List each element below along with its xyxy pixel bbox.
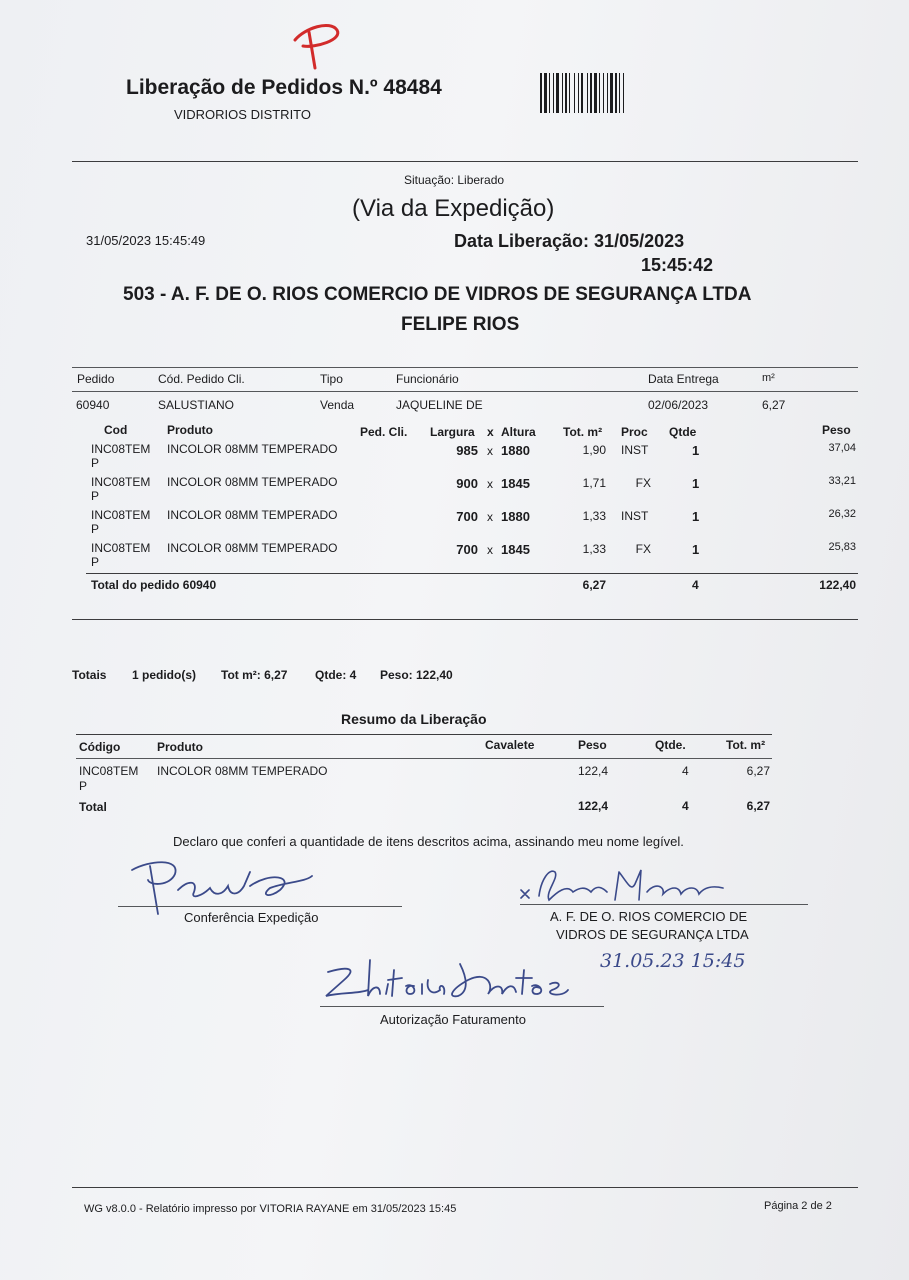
- items-col-peso: Peso: [822, 423, 851, 437]
- m2-value: 6,27: [762, 398, 786, 412]
- item-altura: 1845: [501, 476, 530, 491]
- handwritten-date: 31.05.23 15:45: [600, 950, 746, 972]
- totais-peso: Peso: 122,40: [380, 668, 453, 682]
- item-cod-suffix: P: [91, 555, 100, 569]
- item-peso: 25,83: [828, 541, 856, 553]
- item-produto: INCOLOR 08MM TEMPERADO: [167, 541, 338, 555]
- resumo-row-cod1: INC08TEM: [79, 764, 139, 778]
- totais-qtde: Qtde: 4: [315, 668, 357, 682]
- item-proc: INST: [621, 509, 649, 523]
- resumo-row-qtde: 4: [682, 764, 689, 778]
- data-entrega-value: 02/06/2023: [648, 398, 709, 412]
- item-cod: INC08TEM: [91, 541, 151, 555]
- order-total-peso: 122,40: [819, 578, 856, 592]
- item-proc: FX: [635, 542, 651, 556]
- divider: [72, 619, 858, 620]
- tipo-value: Venda: [320, 398, 355, 412]
- col-data-entrega: Data Entrega: [648, 372, 719, 386]
- client-signature-label-2: VIDROS DE SEGURANÇA LTDA: [556, 927, 749, 942]
- item-x: x: [487, 543, 493, 557]
- item-cod: INC08TEM: [91, 475, 151, 489]
- items-col-x: x: [487, 425, 494, 439]
- resumo-row-cod2: P: [79, 779, 88, 793]
- col-funcionario: Funcionário: [396, 372, 459, 386]
- col-tipo: Tipo: [320, 372, 343, 386]
- resumo-col-cavalete: Cavalete: [485, 738, 535, 752]
- items-col-proc: Proc: [621, 425, 648, 439]
- declaration-text: Declaro que conferi a quantidade de itens descritos acima, assinando meu nome legível.: [173, 834, 684, 849]
- resumo-col-produto: Produto: [157, 740, 203, 754]
- item-tot-m2: 1,33: [582, 542, 606, 556]
- col-cod-pedido-cli: Cód. Pedido Cli.: [158, 372, 245, 386]
- item-tot-m2: 1,33: [582, 509, 606, 523]
- signature-line: [520, 904, 808, 905]
- document-title: Liberação de Pedidos N.º 48484: [126, 76, 442, 99]
- barcode-icon: [540, 73, 680, 113]
- data-liberacao: Data Liberação: 31/05/2023: [454, 231, 685, 251]
- item-peso: 33,21: [828, 475, 856, 487]
- totais-pedidos: 1 pedido(s): [132, 668, 197, 682]
- items-col-produto: Produto: [167, 423, 213, 437]
- order-total-qtde: 4: [692, 578, 699, 592]
- item-produto: INCOLOR 08MM TEMPERADO: [167, 442, 338, 456]
- cod-pedido-cli-value: SALUSTIANO: [158, 398, 235, 412]
- conferencia-label: Conferência Expedição: [184, 910, 319, 925]
- divider: [72, 367, 858, 368]
- item-qtde: 1: [692, 443, 700, 458]
- item-x: x: [487, 510, 493, 524]
- item-qtde: 1: [692, 509, 700, 524]
- resumo-row-tot-m2: 6,27: [746, 764, 770, 778]
- client-name: 503 - A. F. DE O. RIOS COMERCIO DE VIDROS DE SEGURANÇA LTDA: [123, 284, 752, 305]
- signature-client-icon: [515, 862, 735, 910]
- situacao-text: Situação: Liberado: [404, 173, 505, 187]
- item-largura: 700: [456, 542, 478, 557]
- resumo-total-label: Total: [79, 800, 107, 814]
- item-proc: INST: [621, 443, 649, 457]
- item-peso: 37,04: [828, 442, 856, 454]
- items-col-tot-m2: Tot. m²: [563, 425, 603, 439]
- item-tot-m2: 1,71: [582, 476, 606, 490]
- resumo-row-produto: INCOLOR 08MM TEMPERADO: [157, 764, 328, 778]
- col-pedido: Pedido: [77, 372, 115, 386]
- resumo-col-codigo: Código: [79, 740, 121, 754]
- item-x: x: [487, 477, 493, 491]
- client-signature-label-1: A. F. DE O. RIOS COMERCIO DE: [550, 909, 748, 924]
- signature-autorizacao-icon: [318, 950, 578, 1008]
- totais-m2: Tot m²: 6,27: [221, 668, 288, 682]
- order-total-m2: 6,27: [582, 578, 606, 592]
- company-subtitle: VIDRORIOS DISTRITO: [174, 107, 311, 122]
- item-cod: INC08TEM: [91, 508, 151, 522]
- item-qtde: 1: [692, 476, 700, 491]
- signature-line: [320, 1006, 604, 1007]
- item-cod: INC08TEM: [91, 442, 151, 456]
- item-largura: 985: [456, 443, 478, 458]
- item-cod-suffix: P: [91, 456, 100, 470]
- item-produto: INCOLOR 08MM TEMPERADO: [167, 475, 338, 489]
- item-qtde: 1: [692, 542, 700, 557]
- items-col-altura: Altura: [501, 425, 536, 439]
- divider: [72, 1187, 858, 1188]
- resumo-row-peso: 122,4: [578, 764, 609, 778]
- via-text: (Via da Expedição): [352, 195, 555, 222]
- items-col-cod: Cod: [104, 423, 128, 437]
- divider: [72, 391, 858, 392]
- totais-label: Totais: [72, 668, 107, 682]
- item-altura: 1845: [501, 542, 530, 557]
- items-col-largura: Largura: [430, 425, 475, 439]
- item-proc: FX: [635, 476, 651, 490]
- divider: [76, 758, 772, 759]
- red-mark-icon: [285, 18, 345, 73]
- print-datetime: 31/05/2023 15:45:49: [86, 233, 206, 248]
- item-cod-suffix: P: [91, 489, 100, 503]
- footer-left: WG v8.0.0 - Relatório impresso por VITORIA RAYANE em 31/05/2023 15:45: [84, 1203, 457, 1215]
- item-tot-m2: 1,90: [582, 443, 606, 457]
- resumo-col-peso: Peso: [578, 738, 607, 752]
- autorizacao-label: Autorização Faturamento: [380, 1012, 526, 1027]
- pedido-value: 60940: [76, 398, 110, 412]
- signature-line: [118, 906, 402, 907]
- item-largura: 900: [456, 476, 478, 491]
- resumo-total-qtde: 4: [682, 799, 689, 813]
- item-cod-suffix: P: [91, 522, 100, 536]
- footer-page: Página 2 de 2: [764, 1200, 832, 1212]
- resumo-total-tot-m2: 6,27: [746, 799, 770, 813]
- resumo-col-tot-m2: Tot. m²: [726, 738, 766, 752]
- resumo-col-qtde: Qtde.: [655, 738, 686, 752]
- item-largura: 700: [456, 509, 478, 524]
- items-col-ped-cli: Ped. Cli.: [360, 425, 408, 439]
- divider: [72, 161, 858, 162]
- resumo-total-peso: 122,4: [578, 799, 609, 813]
- item-altura: 1880: [501, 509, 530, 524]
- divider: [86, 573, 858, 574]
- item-peso: 26,32: [828, 508, 856, 520]
- order-total-label: Total do pedido 60940: [91, 578, 217, 592]
- funcionario-value: JAQUELINE DE: [396, 398, 483, 412]
- item-produto: INCOLOR 08MM TEMPERADO: [167, 508, 338, 522]
- resumo-title: Resumo da Liberação: [341, 711, 487, 727]
- divider: [76, 734, 772, 735]
- items-col-qtde: Qtde: [669, 425, 697, 439]
- client-contact: FELIPE RIOS: [401, 314, 520, 335]
- item-x: x: [487, 444, 493, 458]
- col-m2: m²: [762, 372, 775, 384]
- item-altura: 1880: [501, 443, 530, 458]
- data-liberacao-time: 15:45:42: [641, 255, 714, 275]
